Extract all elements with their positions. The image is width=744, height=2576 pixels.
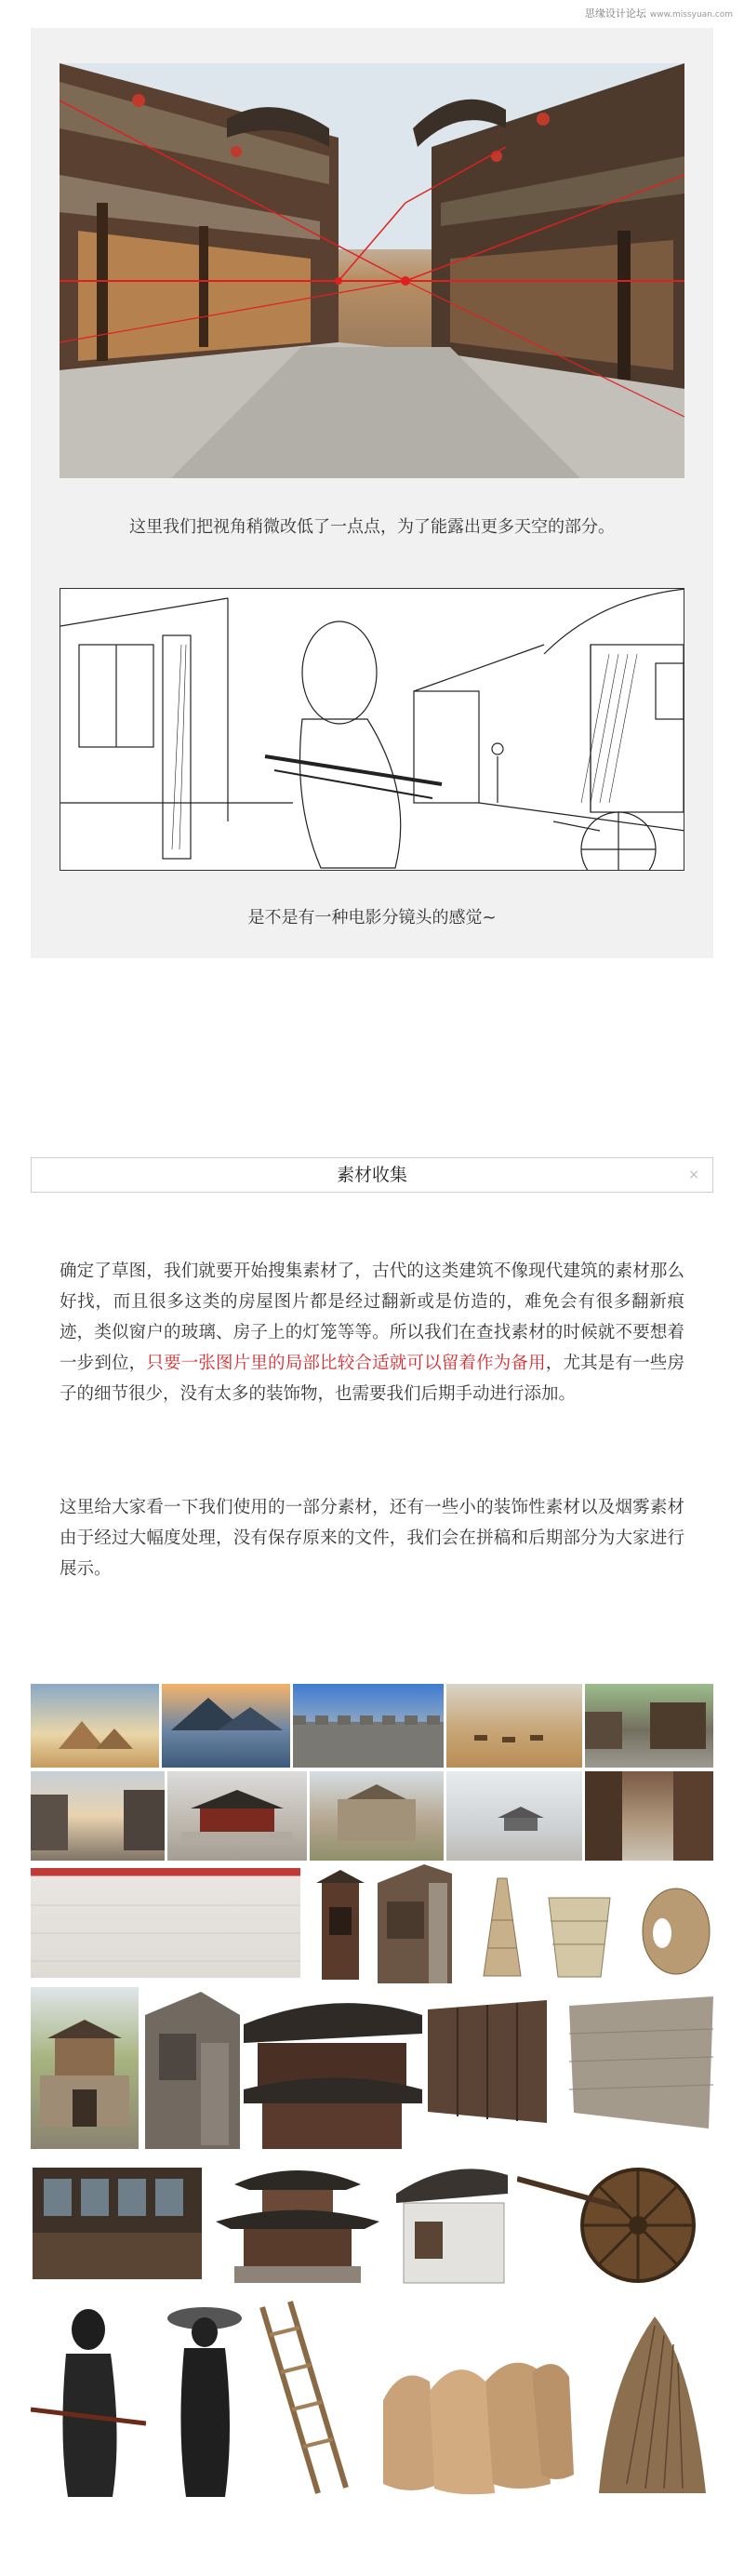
material-mountain-lake <box>162 1684 290 1768</box>
material-pyramid <box>31 1684 159 1768</box>
line-sketch <box>60 588 684 871</box>
photo-caption: 这里我们把视角稍微改低了一点点，为了能露出更多天空的部分。 <box>129 517 615 537</box>
material-street-sunset <box>31 1771 165 1861</box>
watermark-url: www.missyuan.com <box>649 10 733 20</box>
material-straw-pile <box>590 2307 713 2497</box>
material-brick-wall <box>569 1996 713 2129</box>
section-title: 素材收集 <box>336 1165 407 1185</box>
material-swordsman-1 <box>31 2298 146 2497</box>
material-city-wall <box>293 1684 444 1768</box>
material-two-story-building <box>244 1987 422 2149</box>
close-icon[interactable]: × <box>688 1168 699 1182</box>
material-pagoda-pavilion <box>206 2156 389 2287</box>
material-white-wall-house <box>396 2156 508 2287</box>
material-wooden-house <box>378 1864 452 1983</box>
material-swordsman-2 <box>160 2290 249 2497</box>
site-watermark <box>585 6 733 20</box>
material-gate-tower <box>31 1987 139 2149</box>
material-wooden-ladder <box>253 2298 355 2497</box>
material-old-street <box>585 1684 713 1768</box>
material-bamboo-basket-round <box>541 1889 618 1983</box>
material-wooden-cart <box>517 2142 713 2287</box>
sketch-caption: 是不是有一种电影分镜头的感觉~ <box>247 908 497 928</box>
material-palace-hall <box>167 1771 307 1861</box>
paragraph-2: 这里给大家看一下我们使用的一部分素材，还有一些小的装饰性素材以及烟雾素材由于经过大幅度处理，没有保存原来的文件，我们会在拼稿和后期部分为大家进行展示。 <box>60 1498 684 1579</box>
material-tiled-roof-house <box>145 1987 240 2149</box>
street-photo <box>60 63 684 478</box>
watermark-site: 思缘设计论坛 <box>584 7 646 20</box>
section-title-bar <box>31 1157 713 1193</box>
material-bamboo-basket-tall <box>465 1874 539 1983</box>
material-misty-pavilion <box>446 1771 582 1861</box>
material-fortress <box>310 1771 444 1861</box>
material-grain-sacks <box>365 2344 577 2497</box>
material-desert-camels <box>446 1684 582 1768</box>
paragraph-1-text-end: ，尤其是有一些房子的细节很少，没有太多的装饰物，也需要我们后期手动进行添加。 <box>60 1354 684 1404</box>
paragraph-1-highlight: 只要一张图片里的局部比较合适就可以留着作为备用 <box>146 1354 546 1373</box>
material-stone-pavement <box>31 1868 300 1978</box>
material-lattice-doors <box>428 2000 547 2123</box>
paragraph-1 <box>60 1256 684 1409</box>
paragraph-1-text: 确定了草图，我们就要开始搜集素材了，古代的这类建筑不像现代建筑的素材那么好找，而且很多这类的房屋图片都是经过翻新或是仿造的，难免会有很多翻新痕迹，类似窗户的玻璃、房子上的灯笼等等。所以我们在查找素材的时候就不要想着一步到位， <box>60 1261 684 1373</box>
material-woven-basket <box>634 1877 713 1982</box>
material-alley-shops <box>585 1771 713 1861</box>
material-small-tower <box>316 1870 365 1980</box>
material-window-facade <box>31 2158 204 2283</box>
